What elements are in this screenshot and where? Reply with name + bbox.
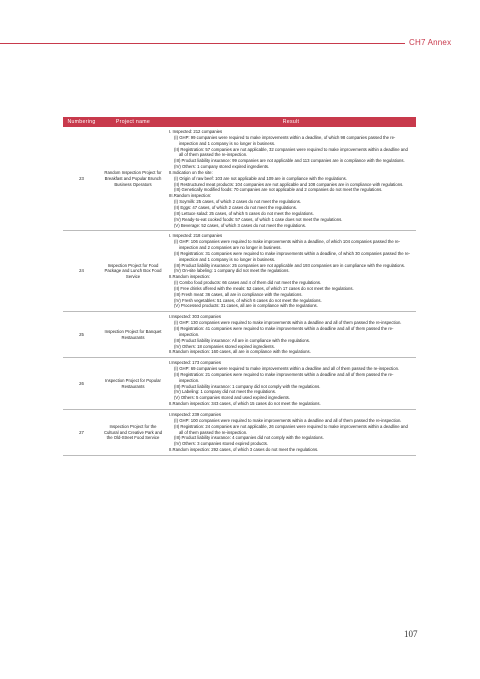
- project-name: Inspection Project for the Cultural and Creative Park and the Old-Street Food Service: [100, 409, 166, 455]
- annex-table: [63, 117, 416, 456]
- table-row: [63, 231, 416, 312]
- column-header-numbering: Numbering: [63, 117, 100, 127]
- result-cell: [166, 312, 416, 358]
- result-sub-item: (III) Product liability insurance: 1 company did not comply with the regulations.: [174, 383, 321, 389]
- result-sub-item: (IV) Others: 1 company stored expired ingredients.: [174, 164, 270, 170]
- result-heading: II.Random inspection: 343 cases, of which 15 cases do not meet the regulations.: [169, 401, 321, 407]
- result-sub-item: (III) Genetically modified foods: 70 companies are not applicable and 2 companies do not meet the regulations.: [174, 187, 383, 193]
- result-sub-item: (III) Product liability insurance: All are in compliance with the regulations.: [174, 337, 311, 343]
- result-sub-item: (I) Combo food products: 66 cases and 4 of them did not meet the regulations.: [174, 280, 322, 286]
- result-cell: [166, 231, 416, 312]
- row-number: 25: [63, 312, 100, 358]
- row-number: 27: [63, 409, 100, 455]
- table-row: [63, 312, 416, 358]
- chapter-header: [0, 38, 480, 50]
- result-heading: I. Inspected: 218 companies: [169, 233, 223, 239]
- result-sub-item: (III) Product liability insurance: 99 companies are not applicable and 113 companies are in compliance with the regulations.: [174, 158, 405, 164]
- project-name: Inspection Project for Popular Restaurants: [100, 358, 166, 410]
- result-heading: III.Random inspection:: [169, 193, 212, 199]
- result-sub-item: (II) Free drinks offered with the meals: 52 cases, of which 17 cases do not meet the regulations.: [174, 285, 354, 291]
- result-sub-item: (II) Registration: 41 companies were required to make improvements within a deadline and all of them passed the re-inspection.: [174, 326, 394, 337]
- result-sub-item: (II) Restructured meat products: 104 companies are not applicable and 108 companies are in compliance with regulations.: [174, 181, 404, 187]
- result-heading: I. Inspected: 212 companies: [169, 129, 223, 134]
- result-sub-item: (V) Beverage: 52 cases, of which 3 cases do not meet the regulations.: [174, 222, 307, 228]
- project-name: Random Inspection Project for Breakfast and Popular Brunch Business Operators: [100, 127, 166, 231]
- table-row: [63, 358, 416, 410]
- result-sub-item: (IV) Fresh vegetables: 51 cases, of which 6 cases do not meet the regulations.: [174, 297, 322, 303]
- result-sub-item: (V) Others: 5 companies stored and used expired ingredients.: [174, 395, 290, 401]
- row-number: 24: [63, 231, 100, 312]
- result-cell: [166, 358, 416, 410]
- chapter-label: CH7 Annex: [409, 38, 452, 47]
- result-sub-item: (II) Registration: 57 companies are not applicable, 32 companies were required to make improvements within a deadline and all of them passed the re-inspection.: [174, 146, 408, 158]
- result-sub-item: (I) GHP: 130 companies were required to make improvements within a deadline and all of them passed the re-inspection.: [174, 320, 402, 326]
- result-cell: [166, 409, 416, 455]
- result-sub-item: (I) Soymilk: 25 cases, of which 2 cases do not meet the regulations.: [174, 199, 302, 205]
- table-row: [63, 409, 416, 455]
- result-heading: I.Inspected: 173 companies: [169, 360, 221, 366]
- table-row: [63, 127, 416, 231]
- result-sub-item: (II) Eggs: 47 cases, of which 2 cases do not meet the regulations.: [174, 204, 298, 210]
- result-heading: II.Random inspection: 160 cases, all are in compliance with the regulations.: [169, 349, 311, 355]
- project-name: Inspection Project for Banquet Restaurants: [100, 312, 166, 358]
- result-heading: I.Inspected: 239 companies: [169, 411, 221, 417]
- result-heading: I.Inspected: 303 companies: [169, 314, 221, 320]
- result-sub-item: (II) Registration: 31 companies were required to make improvements within a deadline, of which 30 companies passed the re-inspection and 1 company is no longer in business.: [174, 250, 410, 262]
- result-sub-item: (III) Product liability insurance: 4 companies did not comply with the regulations.: [174, 435, 324, 441]
- result-sub-item: (III) Lettuce salad: 25 cases, of which 5 cases do not meet the regulations.: [174, 210, 314, 216]
- result-cell: [166, 127, 416, 231]
- page-number: 107: [404, 629, 418, 639]
- column-header-project-name: Project name: [100, 117, 166, 127]
- result-sub-item: (II) Registration: 24 companies are not applicable, 26 companies were required to make improvements within a deadline and all of them passed the re-inspection.: [174, 423, 408, 435]
- result-sub-item: (III) Fresh meat: 36 cases, all are in compliance with the regulations.: [174, 291, 303, 297]
- result-sub-item: (IV) Labeling: 1 company did not meet the regulations.: [174, 389, 277, 395]
- result-sub-item: (II) Registration: 21 companies were required to make improvements within a deadline and all of them passed the re-inspection.: [174, 371, 394, 383]
- result-sub-item: (V) Processed products: 31 cases, all are in compliance with the regulations.: [174, 303, 318, 309]
- chapter-rule: [0, 43, 405, 44]
- result-heading: II.Random inspection: 292 cases, of which 3 cases do not meet the regulations.: [169, 447, 319, 453]
- result-sub-item: (IV) Others: 18 companies stored expired ingredients.: [174, 343, 275, 349]
- result-sub-item: (I) GHP: 106 companies were required to make improvements within a deadline, of which 104 companies passed the re-inspection and 2 companies are no longer in business.: [174, 239, 401, 251]
- result-heading: II.Indication on the site:: [169, 169, 213, 175]
- result-sub-item: (I) GHP: 99 companies were required to make improvements within a deadline, of which 98 companies passed the re-inspection and 1 company is no longer in business.: [174, 134, 396, 146]
- table-header-row: [63, 117, 416, 127]
- result-sub-item: (I) GHP: 69 companies were required to make improvements within a deadline and all of them passed the re-inspection.: [174, 366, 400, 372]
- result-heading: II.Random inspection:: [169, 274, 211, 280]
- result-sub-item: (IV) Others: 3 companies stored expired products.: [174, 441, 269, 447]
- result-sub-item: (I) Origin of raw beef: 103 are not applicable and 109 are in compliance with the regulations.: [174, 175, 347, 181]
- row-number: 26: [63, 358, 100, 410]
- column-header-result: Result: [166, 117, 416, 127]
- project-name: Inspection Project for Food Package and Lunch Box Food Service: [100, 231, 166, 312]
- result-sub-item: (IV) On-site labeling: 1 company did not meet the regulations.: [174, 268, 290, 274]
- result-sub-item: (III) Product liability insurance: 25 companies are not applicable and 193 companies are in compliance with the regulations.: [174, 262, 406, 268]
- row-number: 23: [63, 127, 100, 231]
- result-sub-item: (IV) Ready-to-eat cooked foods: 57 cases, of which 1 case does not meet the regulations.: [174, 216, 343, 222]
- result-sub-item: (I) GHP: 100 companies were required to make improvements within a deadline and all of them passed the re-inspection.: [174, 417, 402, 423]
